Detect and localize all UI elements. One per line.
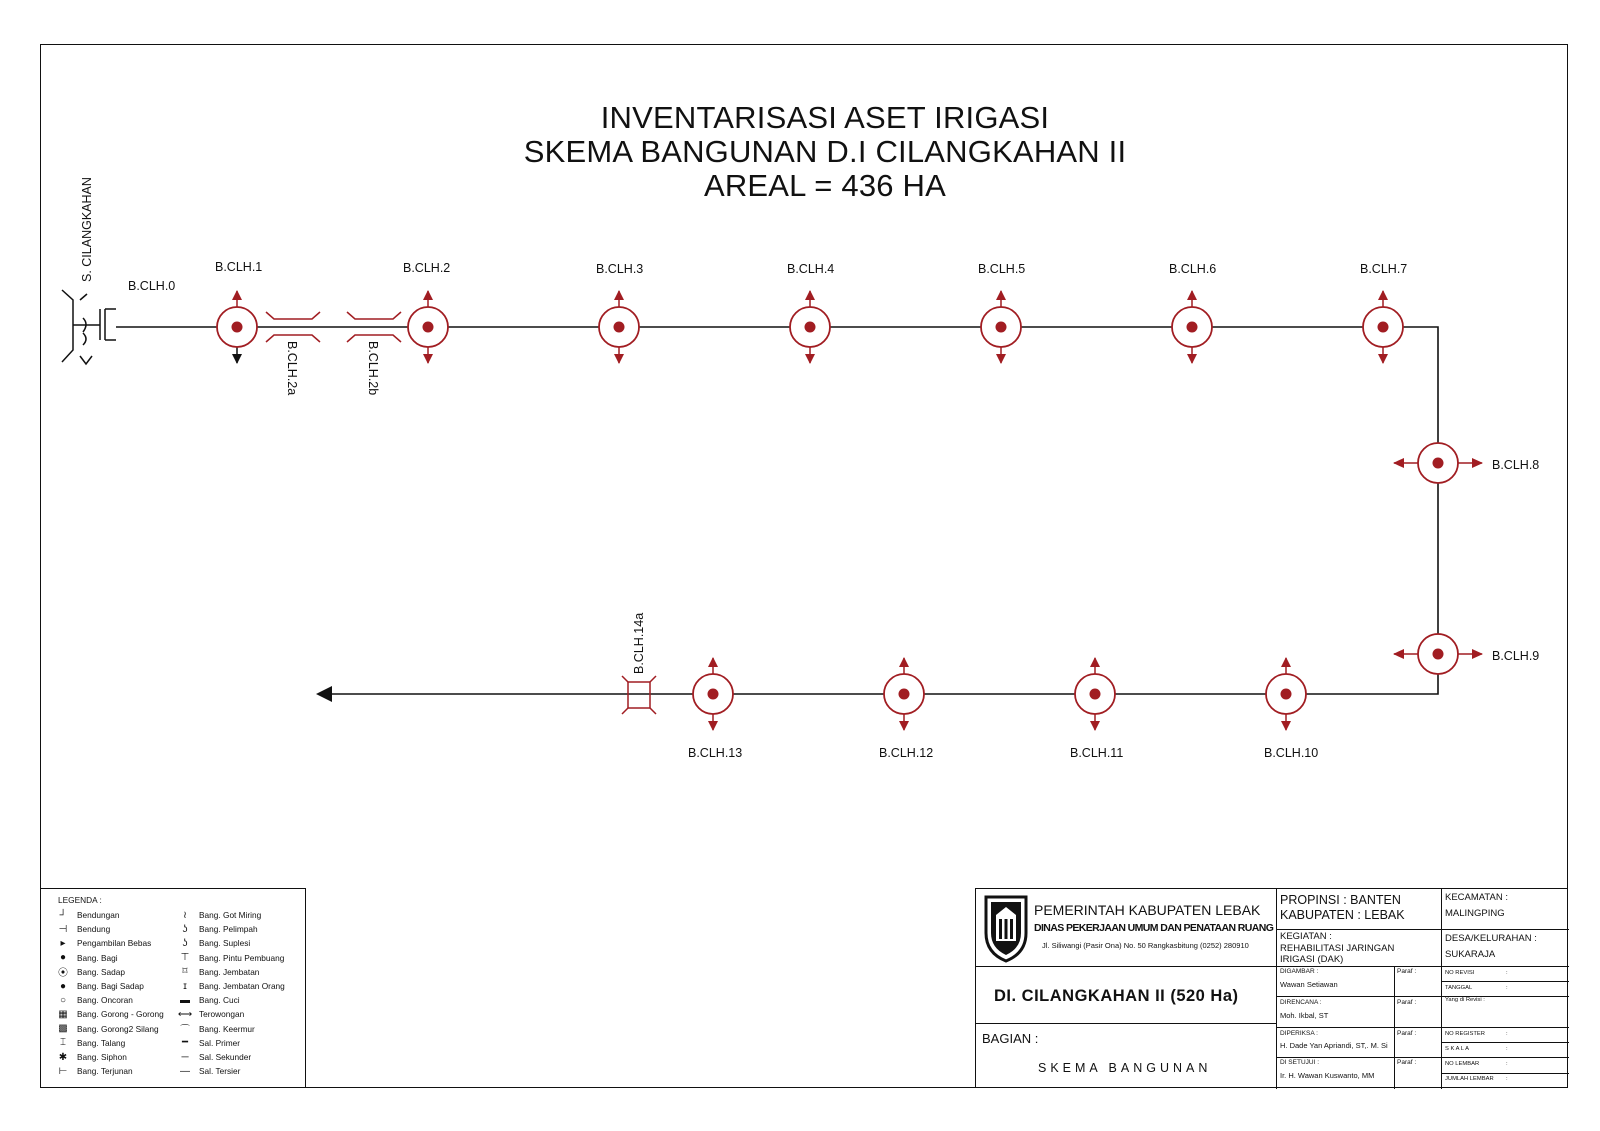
primary-channel	[116, 327, 1438, 694]
paraf-1: Paraf :	[1397, 968, 1417, 975]
bagian-value: SKEMA BANGUNAN	[1038, 1061, 1212, 1075]
label-b4: B.CLH.4	[787, 262, 835, 276]
propinsi: PROPINSI : BANTEN	[1280, 893, 1401, 907]
legend-label: Bang. Siphon	[77, 1052, 127, 1062]
legend-symbol-icon: ʖ	[182, 937, 188, 949]
legend-symbol-icon: ○	[59, 994, 67, 1006]
label-b13: B.CLH.13	[688, 746, 743, 760]
no-register: NO REGISTER	[1445, 1031, 1485, 1037]
legend-item	[53, 994, 133, 1006]
legend-label: Bang. Pelimpah	[199, 924, 258, 935]
legend-label: Bang. Talang	[77, 1037, 126, 1048]
legend-symbol-icon: ⌒	[180, 1025, 190, 1037]
jumlah-lembar-colon: :	[1506, 1076, 1508, 1082]
legend-symbol-icon: ɪ	[183, 980, 187, 992]
skala-colon: :	[1506, 1046, 1508, 1052]
legend-item	[175, 980, 285, 992]
skala: S K A L A	[1445, 1046, 1469, 1052]
legend-item	[53, 966, 125, 978]
label-b12: B.CLH.12	[879, 746, 934, 760]
tanggal-colon: :	[1506, 985, 1508, 991]
legend-label: Sal. Primer	[199, 1037, 241, 1048]
title-line-3: AREAL = 436 HA	[703, 168, 947, 203]
direncana-label: DIRENCANA :	[1280, 999, 1322, 1006]
label-b0: B.CLH.0	[128, 279, 176, 293]
bagian-label: BAGIAN :	[982, 1031, 1039, 1046]
no-revisi-colon: :	[1506, 970, 1508, 976]
legend-item	[53, 1051, 127, 1063]
digambar-value: Wawan Setiawan	[1280, 980, 1338, 989]
legend-symbol-icon: ⟷	[177, 1008, 193, 1020]
label-b1: B.CLH.1	[215, 260, 263, 274]
structure-b1-icon	[217, 290, 257, 364]
legend-symbol-icon: ʖ	[182, 923, 188, 935]
legend-label: Bang. Gorong - Gorong	[77, 1009, 164, 1020]
legend-item	[175, 952, 284, 964]
legend	[40, 888, 306, 1088]
disetujui-value: Ir. H. Wawan Kuswanto, MM	[1280, 1071, 1375, 1080]
desa-value: SUKARAJA	[1445, 949, 1496, 960]
structure-b10-icon	[1266, 657, 1306, 731]
legend-label: Bang. Bagi Sadap	[77, 981, 144, 991]
legend-label: Bang. Gorong2 Silang	[77, 1023, 159, 1034]
structure-b2-icon	[408, 290, 448, 364]
legend-label: Bang. Pintu Pembuang	[199, 952, 285, 963]
legend-item	[175, 923, 258, 935]
kabupaten-lebak-logo-icon	[982, 893, 1030, 963]
legend-item	[53, 923, 110, 935]
legend-label: Bang. Oncoran	[77, 995, 133, 1006]
project-name: DI. CILANGKAHAN II (520 Ha)	[994, 987, 1239, 1005]
legend-symbol-icon: ●	[59, 980, 67, 992]
legend-item	[175, 1023, 255, 1035]
structure-b14a	[622, 676, 656, 714]
legend-item	[53, 1065, 133, 1077]
structure-b4-icon	[790, 290, 830, 364]
title-line-2: SKEMA BANGUNAN D.I CILANGKAHAN II	[523, 134, 1127, 169]
legend-symbol-icon: —	[180, 1065, 190, 1077]
paraf-2: Paraf :	[1397, 999, 1417, 1006]
legend-item	[175, 909, 261, 921]
structure-b7-icon	[1363, 290, 1403, 364]
disetujui-label: DI SETUJUI :	[1280, 1059, 1320, 1066]
label-b9: B.CLH.9	[1492, 649, 1540, 663]
legend-label: Bendungan	[77, 910, 120, 920]
structure-b6-icon	[1172, 290, 1212, 364]
legend-label: Pengambilan Bebas	[77, 938, 152, 949]
structure-b12-icon	[884, 657, 924, 731]
legend-symbol-icon: ⊢	[58, 1065, 68, 1077]
legend-symbol-icon: ⊣	[58, 923, 68, 935]
legend-item	[53, 952, 118, 964]
legend-item	[175, 1037, 240, 1049]
legend-label: Sal. Sekunder	[199, 1052, 252, 1062]
weir-structure	[62, 290, 116, 364]
legend-label: Bendung	[77, 924, 111, 935]
legend-symbol-icon: ⌑	[182, 966, 188, 978]
no-lembar-colon: :	[1506, 1061, 1508, 1067]
kegiatan-line-2: IRIGASI (DAK)	[1280, 954, 1344, 965]
org-address: Jl. Siliwangi (Pasir Ona) No. 50 Rangkasbitung (0252) 280910	[1042, 941, 1249, 950]
legend-item	[175, 1051, 251, 1063]
legend-item	[53, 1008, 164, 1020]
legend-label: Bang. Jembatan	[199, 966, 260, 977]
kegiatan-label: KEGIATAN :	[1280, 931, 1332, 942]
legend-item	[175, 937, 250, 949]
legend-item	[53, 980, 144, 992]
kegiatan-line-1: REHABILITASI JARINGAN	[1280, 943, 1395, 954]
title-block	[975, 888, 1568, 1088]
jumlah-lembar: JUMLAH LEMBAR	[1445, 1076, 1494, 1082]
legend-symbol-icon: ━	[181, 1037, 189, 1049]
legend-label: Bang. Terjunan	[77, 1066, 133, 1077]
label-b2: B.CLH.2	[403, 261, 451, 275]
legend-symbol-icon: ▩	[58, 1023, 68, 1035]
direncana-value: Moh. Ikbal, ST	[1280, 1011, 1329, 1020]
tanggal: TANGGAL	[1445, 985, 1473, 991]
label-b5: B.CLH.5	[978, 262, 1026, 276]
no-lembar: NO LEMBAR	[1445, 1061, 1480, 1067]
label-b8: B.CLH.8	[1492, 458, 1540, 472]
legend-label: Sal. Tersier	[199, 1066, 241, 1077]
legend-symbol-icon: ┘	[59, 909, 67, 921]
channel-end-arrow	[316, 686, 332, 702]
legend-symbol-icon: ⊤	[180, 952, 190, 964]
kecamatan-value: MALINGPING	[1445, 908, 1505, 919]
legend-label: Bang. Got Miring	[199, 910, 262, 920]
kabupaten: KABUPATEN : LEBAK	[1280, 908, 1405, 922]
org-department: DINAS PEKERJAAN UMUM DAN PENATAAN RUANG	[1034, 922, 1274, 934]
paraf-4: Paraf :	[1397, 1059, 1417, 1066]
title-line-1: INVENTARISASI ASET IRIGASI	[600, 100, 1050, 135]
label-b14a: B.CLH.14a	[632, 612, 646, 674]
label-b6: B.CLH.6	[1169, 262, 1217, 276]
legend-label: Bang. Keermur	[199, 1023, 255, 1034]
legend-label: Terowongan	[199, 1009, 245, 1020]
kecamatan-label: KECAMATAN :	[1445, 892, 1508, 903]
legend-item	[53, 1023, 159, 1035]
legend-item	[175, 994, 240, 1006]
no-revisi: NO REVISI	[1445, 970, 1475, 976]
org-name: PEMERINTAH KABUPATEN LEBAK	[1034, 902, 1261, 918]
legend-symbol-icon: ✱	[58, 1051, 68, 1063]
structure-b5-icon	[981, 290, 1021, 364]
legend-label: Bang. Bagi	[77, 952, 118, 963]
structure-b3-icon	[599, 290, 639, 364]
legend-symbol-icon: ▬	[180, 994, 190, 1006]
legend-item	[53, 909, 119, 921]
structure-b13-icon	[693, 657, 733, 731]
label-b3: B.CLH.3	[596, 262, 644, 276]
legend-symbol-icon: ⦿	[58, 968, 68, 980]
legend-heading: LEGENDA :	[58, 895, 102, 905]
legend-symbol-icon: ▦	[58, 1008, 68, 1020]
diperiksa-value: H. Dade Yan Apriandi, ST,. M. Si	[1280, 1041, 1388, 1050]
digambar-label: DIGAMBAR :	[1280, 968, 1319, 975]
structure-b8-icon	[1393, 443, 1483, 483]
yang-direvisi: Yang di Revisi :	[1445, 997, 1485, 1003]
diperiksa-label: DIPERIKSA :	[1280, 1030, 1318, 1037]
paraf-3: Paraf :	[1397, 1030, 1417, 1037]
label-b7: B.CLH.7	[1360, 262, 1408, 276]
label-b2b: B.CLH.2b	[366, 341, 380, 396]
legend-symbol-icon: ▸	[60, 937, 66, 949]
legend-item	[175, 1065, 240, 1077]
legend-symbol-icon: ─	[181, 1051, 189, 1063]
legend-symbol-icon: ≀	[183, 909, 187, 921]
label-b11: B.CLH.11	[1070, 746, 1124, 760]
label-b10: B.CLH.10	[1264, 746, 1319, 760]
legend-symbol-icon: ⌶	[60, 1037, 66, 1049]
river-label: S. CILANGKAHAN	[80, 177, 94, 282]
legend-item	[175, 1008, 244, 1020]
legend-label: Bang. Cuci	[199, 995, 240, 1006]
structure-b11-icon	[1075, 657, 1115, 731]
legend-label: Bang. Suplesi	[199, 938, 251, 949]
legend-label: Bang. Sadap	[77, 966, 125, 977]
desa-label: DESA/KELURAHAN :	[1445, 933, 1537, 944]
label-b2a: B.CLH.2a	[285, 341, 299, 396]
legend-item	[53, 1037, 125, 1049]
no-register-colon: :	[1506, 1031, 1508, 1037]
legend-label: Bang. Jembatan Orang	[199, 981, 285, 991]
legend-symbol-icon: ●	[59, 952, 67, 964]
legend-item	[53, 937, 151, 949]
legend-item	[175, 966, 259, 978]
structure-b9-icon	[1393, 634, 1483, 674]
